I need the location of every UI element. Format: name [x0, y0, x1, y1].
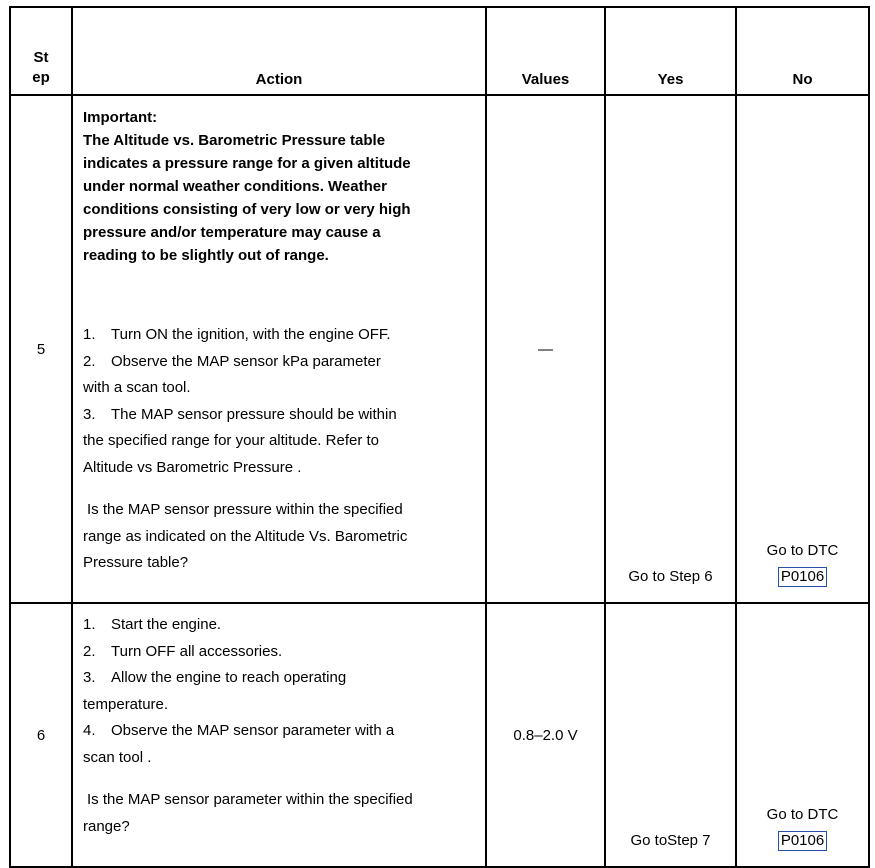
dtc-link[interactable]: P0106: [778, 567, 827, 587]
list-item: temperature.: [83, 695, 169, 713]
table-row: [10, 95, 869, 603]
step-list: [73, 322, 485, 481]
important-line: The Altitude vs. Barometric Pressure table: [83, 132, 386, 149]
question-line: range as indicated on the Altitude Vs. Barometric: [83, 527, 408, 545]
list-item: 2. Observe the MAP sensor kPa parameter: [83, 352, 381, 370]
header-step-line1: St: [33, 49, 49, 66]
list-item: Altitude vs Barometric Pressure .: [83, 458, 302, 476]
list-item: scan tool .: [83, 748, 152, 766]
important-title: Important:: [83, 109, 158, 126]
table-header-row: [10, 7, 869, 95]
step-number: 5: [10, 95, 72, 603]
header-no: No: [736, 7, 869, 95]
header-values: Values: [486, 7, 605, 95]
list-item: 1. Turn ON the ignition, with the engine OFF.: [83, 326, 391, 343]
important-line: reading to be slightly out of range.: [83, 247, 329, 264]
yes-cell: Go to Step 6: [605, 95, 736, 603]
action-cell: [72, 95, 486, 603]
diagnostic-table: [9, 6, 870, 868]
header-yes: Yes: [605, 7, 736, 95]
header-step: [10, 7, 72, 95]
no-text: Go to DTC: [766, 542, 839, 559]
important-line: conditions consisting of very low or very high: [83, 201, 411, 218]
important-line: pressure and/or temperature may cause a: [83, 224, 381, 241]
list-item: 2. Turn OFF all accessories.: [83, 642, 283, 660]
no-cell: [736, 603, 869, 867]
dtc-link[interactable]: P0106: [778, 831, 827, 851]
question: [73, 787, 485, 840]
list-item: with a scan tool.: [83, 379, 191, 396]
header-action: Action: [72, 7, 486, 95]
important-note: [73, 96, 485, 267]
important-line: indicates a pressure range for a given altitude: [83, 155, 411, 172]
no-text: Go to DTC: [766, 806, 839, 823]
question-line: Pressure table?: [83, 554, 189, 571]
list-item: the specified range for your altitude. Refer to: [83, 432, 380, 449]
step-number: 6: [10, 603, 72, 867]
question-line: range?: [83, 817, 130, 835]
list-item: 4. Observe the MAP sensor parameter with a: [83, 722, 395, 739]
important-line: under normal weather conditions. Weather: [83, 178, 387, 195]
header-step-line2: ep: [32, 69, 50, 86]
values-cell: 0.8–2.0 V: [486, 603, 605, 867]
yes-cell: Go toStep 7: [605, 603, 736, 867]
step-list: [73, 612, 485, 771]
table-row: [10, 603, 869, 867]
no-cell: [736, 95, 869, 603]
values-cell: —: [486, 95, 605, 603]
question-line: Is the MAP sensor pressure within the specified: [87, 501, 403, 518]
question-line: Is the MAP sensor parameter within the specified: [87, 791, 413, 808]
list-item: 1. Start the engine.: [83, 616, 222, 633]
action-cell: [72, 603, 486, 867]
list-item: 3. Allow the engine to reach operating: [83, 669, 347, 686]
question: [73, 497, 485, 577]
list-item: 3. The MAP sensor pressure should be within: [83, 405, 397, 423]
